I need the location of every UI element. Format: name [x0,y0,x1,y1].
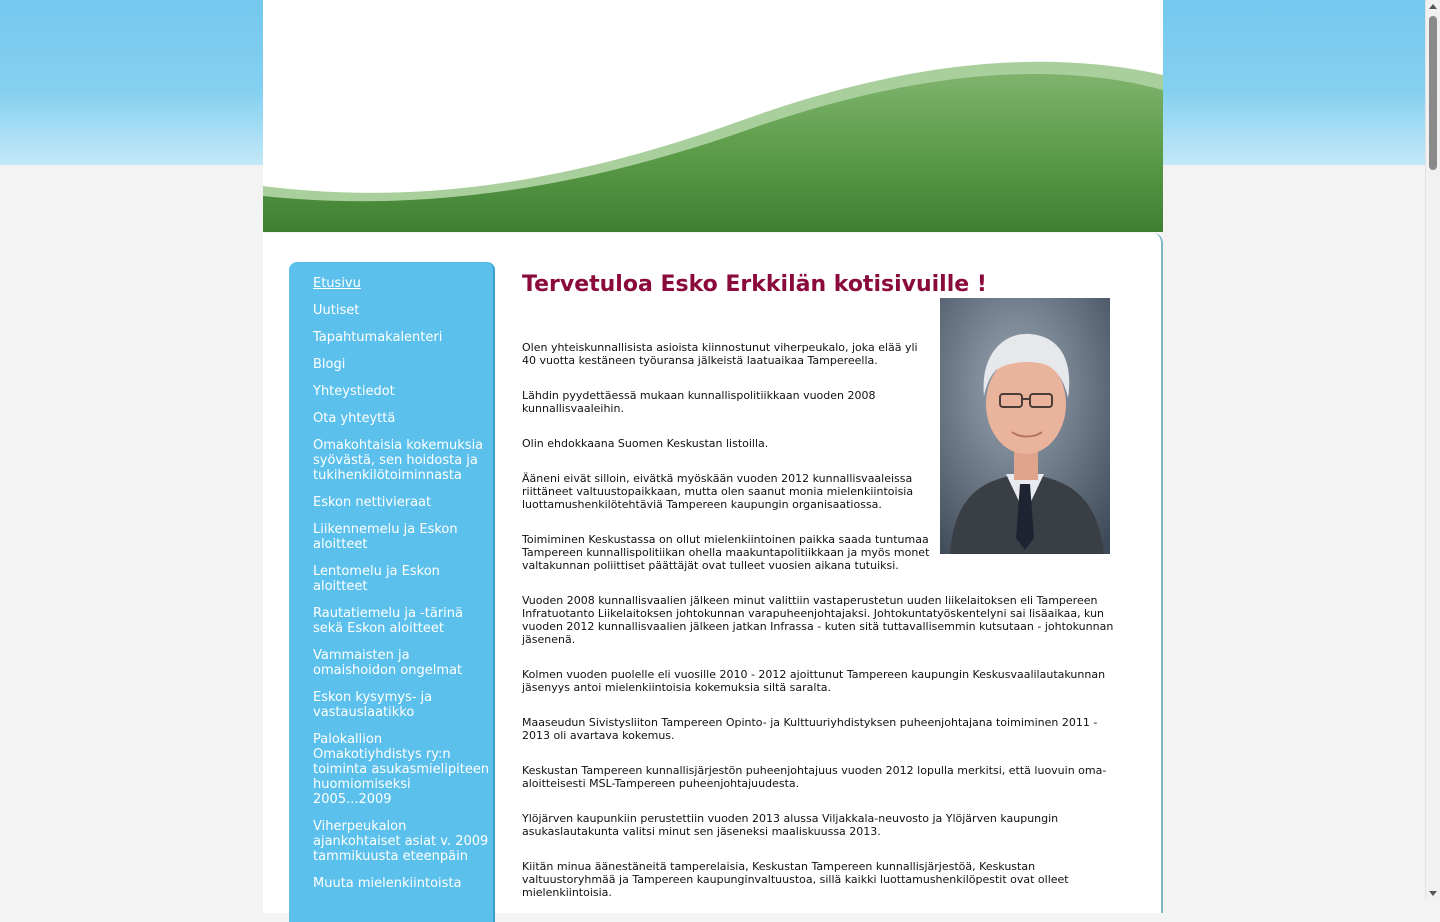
paragraph-2: Lähdin pyydettäessä mukaan kunnallispolitiikkaan vuoden 2008 kunnallisvaaleihin. [522,389,876,415]
paragraph-11: Kiitän minua äänestäneitä tamperelaisia, Keskustan Tampereen kunnallisjärjestöä, Keskustan valtuustoryhmää ja Tampereen kaupunginvaltuustoa, sillä kaikki luottamushenkilöpestit ovat olleet mielenkiintoisia. [522,860,1069,899]
header-banner [263,0,1163,232]
nav-item-yhteystiedot[interactable]: Yhteystiedot [313,384,395,399]
site-container [263,0,1163,900]
nav-item-omakohtaisia-kokemuksia[interactable]: Omakohtaisia kokemuksia syövästä, sen hoidosta ja tukihenkilötoiminnasta [313,438,484,483]
nav-item-blogi[interactable]: Blogi [313,357,346,372]
page-title: Tervetuloa Esko Erkkilän kotisivuille ! [522,272,987,297]
nav-item-kysymyslaatikko[interactable]: Eskon kysymys- ja vastauslaatikko [313,690,433,720]
main-content [522,271,1122,921]
nav-item-muuta[interactable]: Muuta mielenkiintoista [313,876,462,891]
paragraph-3: Olin ehdokkaana Suomen Keskustan listoilla. [522,437,769,450]
nav-item-vammaisten[interactable]: Vammaisten ja omaishoidon ongelmat [313,648,463,678]
scrollbar-thumb[interactable] [1429,16,1437,170]
scroll-up-arrow-icon[interactable] [1429,4,1437,9]
nav-item-rautatiemelu[interactable]: Rautatiemelu ja -tärinä sekä Eskon aloitteet [313,606,463,636]
nav-item-uutiset[interactable]: Uutiset [313,303,360,318]
portrait-photo [940,298,1110,554]
nav-item-ota-yhteytta[interactable]: Ota yhteyttä [313,411,396,426]
paragraph-7: Kolmen vuoden puolelle eli vuosille 2010 - 2012 ajoittunut Tampereen kaupungin Keskusvaalilautakunnan jäsenyys antoi mielenkiintoisia kokemuksia siltä saralta. [522,668,1106,694]
nav-item-nettivieraat[interactable]: Eskon nettivieraat [313,495,432,510]
page-scrollbar[interactable] [1425,0,1440,900]
paragraph-4: Ääneni eivät silloin, eivätkä myöskään vuoden 2012 kunnallisvaaleissa riittäneet valtuustopaikkaan, mutta olen saanut monia mielenkiintoisia luottamushenkilötehtäviä Tampereen kaupungin organisaatiossa. [522,472,914,511]
paragraph-8: Maaseudun Sivistysliiton Tampereen Opinto- ja Kulttuuriyhdistyksen puheenjohtajana toimiminen 2011 - 2013 oli avartava kokemus. [522,716,1098,742]
nav-item-viherpeukalo[interactable]: Viherpeukalon ajankohtaiset asiat v. 2009 tammikuusta eteenpäin [313,819,489,864]
paragraph-9: Keskustan Tampereen kunnallisjärjestön puheenjohtajuus vuoden 2012 lopulla merkitsi, että luovuin oma-aloitteisesti MSL-Tampereen puheenjohtajuudesta. [522,764,1107,790]
paragraph-6: Vuoden 2008 kunnallisvaalien jälkeen minut valittiin vastaperustetun uuden liikelaitoksen eli Tampereen Infratuotanto Liikelaitoksen johtokunnan varapuheenjohtajaksi. Johtokuntatyöskentelyni sai lisäaikaa, kun vuoden 2012 kunnallisvaalien jälkeen jatkan Infrassa - kuten sitä tuttavallisemmin kutsutaan - johtokunnan jäsenenä. [522,594,1114,646]
nav-item-etusivu[interactable]: Etusivu [313,276,361,291]
scroll-down-arrow-icon[interactable] [1429,891,1437,896]
intro-paragraph: Olen yhteiskunnallisista asioista kiinnostunut viherpeukalo, joka elää yli 40 vuotta kestäneen työuransa jälkeistä laatuaikaa Tampereella. [522,341,918,367]
nav-item-tapahtumakalenteri[interactable]: Tapahtumakalenteri [313,330,443,345]
nav-item-palokallio[interactable]: Palokallion Omakotiyhdistys ry:n toiminta asukasmielipiteen huomiomiseksi 2005...2009 [313,732,490,807]
nav-item-lentomelu[interactable]: Lentomelu ja Eskon aloitteet [313,564,440,594]
paragraph-10: Ylöjärven kaupunkiin perustettiin vuoden 2013 alussa Viljakkala-neuvosto ja Ylöjärven kaupungin asukaslautakunta valitsi minut sen jäseneksi maaliskuussa 2013. [522,812,1059,838]
sidebar-nav [289,262,495,922]
green-wave-graphic [263,0,1163,232]
paragraph-5: Toimiminen Keskustassa on ollut mielenkiintoinen paikka saada tuntumaa Tampereen kunnallispolitiikan ohella maakuntapolitiikkaan ja myös monet valtakunnan poliittiset päättäjät ovat tulleet vuosien aikana tutuiksi. [522,533,930,572]
nav-item-liikennemelu[interactable]: Liikennemelu ja Eskon aloitteet [313,522,458,552]
content-area [263,233,1163,913]
